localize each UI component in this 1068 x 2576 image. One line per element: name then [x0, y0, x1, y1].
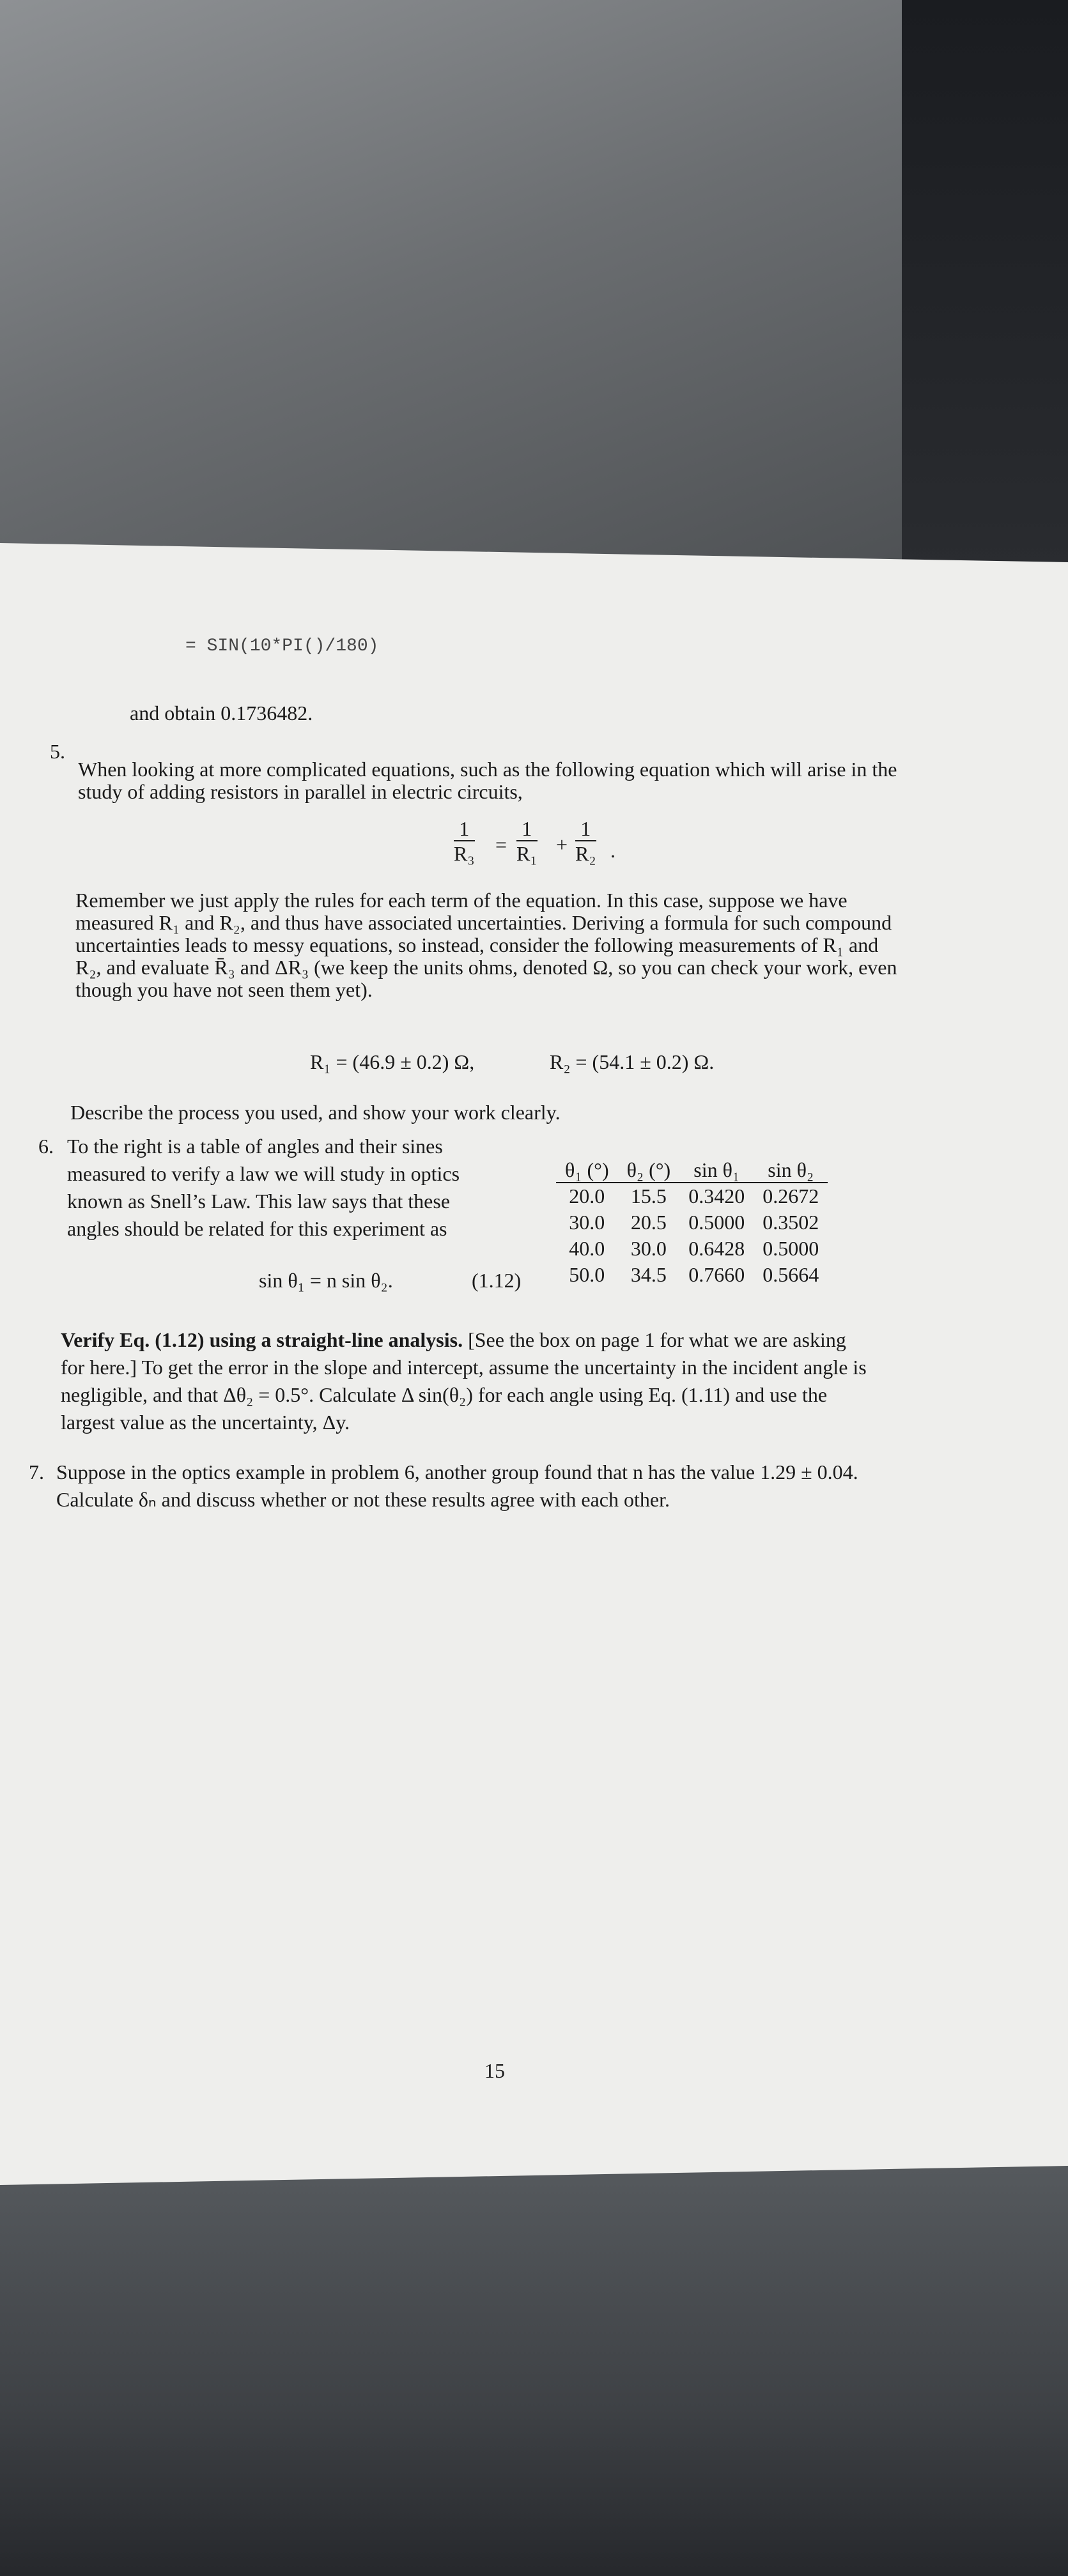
measurement-r2: R₂ = (54.1 ± 0.2) Ω. [550, 1050, 715, 1073]
table-row [556, 1262, 828, 1288]
equation-fraction [516, 818, 538, 866]
table-cell: 0.3420 [688, 1184, 745, 1208]
table-cell: 30.0 [569, 1210, 605, 1234]
problem-5-describe: Describe the process you used, and show your work clearly. [70, 1101, 561, 1124]
problem-7-line: Calculate δₙ and discuss whether or not these results agree with each other. [56, 1488, 670, 1511]
table-row [556, 1236, 828, 1262]
fraction-numerator: 1 [575, 818, 596, 841]
fraction-numerator: 1 [516, 818, 538, 841]
code-line: = SIN(10*PI()/180) [185, 636, 379, 656]
table-cell: 15.5 [630, 1184, 667, 1208]
table-cell: 0.5000 [688, 1210, 745, 1234]
problem-6-bold: Verify Eq. (1.12) using a straight-line analysis. [61, 1328, 463, 1351]
angles-table [556, 1158, 828, 1288]
problem-5-body-line: Remember we just apply the rules for each term of the equation. In this case, suppose we have [75, 889, 847, 912]
problem-6-line: angles should be related for this experiment as [67, 1217, 447, 1240]
table-cell: 20.0 [569, 1184, 605, 1208]
problem-6-rest-line: negligible, and that Δθ₂ = 0.5°. Calculate Δ sin(θ₂) for each angle using Eq. (1.11) and use the [61, 1383, 828, 1406]
problem-7-line: Suppose in the optics example in problem 6, another group found that n has the value 1.29 ± 0.04. [56, 1460, 858, 1483]
fraction-denominator: R₁ [516, 842, 538, 866]
column-header: sin θ₁ [679, 1158, 754, 1183]
table-cell: 0.7660 [688, 1262, 745, 1286]
equation-fraction [454, 818, 475, 866]
problem-6-rest-line: largest value as the uncertainty, Δy. [61, 1411, 350, 1434]
table-header-row [556, 1158, 828, 1183]
table-cell: 40.0 [569, 1236, 605, 1260]
equation-period: . [610, 839, 615, 862]
problem-5-body-line: R₂, and evaluate R̄₃ and ΔR₃ (we keep the units ohms, denoted Ω, so you can check your work, even [75, 956, 897, 979]
problem-6-line: measured to verify a law we will study in optics [67, 1162, 460, 1185]
equation-number: (1.12) [472, 1269, 522, 1292]
column-header: θ₂ (°) [618, 1158, 680, 1183]
background-dark-corner [902, 0, 1068, 575]
table-cell: 30.0 [630, 1236, 667, 1260]
problem-6-paragraph [61, 1328, 846, 1352]
problem-5-line: When looking at more complicated equations, such as the following equation which will arise in the [78, 758, 897, 781]
table-cell: 0.3502 [762, 1210, 819, 1234]
fraction-numerator: 1 [454, 818, 475, 841]
equals-sign: = [495, 833, 507, 856]
problem-5-body-line: measured R₁ and R₂, and thus have associated uncertainties. Deriving a formula for such compound [75, 911, 892, 934]
problem-7-number: 7. [29, 1460, 44, 1483]
table-cell: 0.2672 [762, 1184, 819, 1208]
page-number: 15 [484, 2059, 505, 2082]
measurement-r1: R₁ = (46.9 ± 0.2) Ω, [310, 1050, 475, 1073]
table-cell: 34.5 [630, 1262, 667, 1286]
table-cell: 0.6428 [688, 1236, 745, 1260]
fraction-denominator: R₂ [575, 842, 596, 866]
snells-law-equation: sin θ₁ = n sin θ₂. [259, 1269, 393, 1292]
table-row [556, 1209, 828, 1236]
problem-5-body-line: though you have not seen them yet). [75, 978, 373, 1001]
table-cell: 0.5000 [762, 1236, 819, 1260]
problem-5-number: 5. [50, 740, 65, 763]
fraction-denominator: R₃ [454, 842, 475, 866]
equation-fraction [575, 818, 596, 866]
problem-6-rest-line: for here.] To get the error in the slope and intercept, assume the uncertainty in the incident angle is [61, 1356, 867, 1379]
problem-6-line: To the right is a table of angles and their sines [67, 1135, 443, 1158]
column-header: sin θ₂ [754, 1158, 828, 1183]
table-cell: 50.0 [569, 1262, 605, 1286]
plus-sign: + [556, 833, 568, 856]
problem-6-line: known as Snell’s Law. This law says that these [67, 1190, 451, 1213]
problem-6-number: 6. [38, 1135, 54, 1158]
obtain-line: and obtain 0.1736482. [130, 702, 313, 724]
column-header: θ₁ (°) [556, 1158, 618, 1183]
background-surface-bottom [0, 2159, 1068, 2576]
problem-6-rest: [See the box on page 1 for what we are asking [468, 1328, 846, 1351]
problem-5-body-line: uncertainties leads to messy equations, so instead, consider the following measurements of R₁ and [75, 933, 879, 956]
table-cell: 20.5 [630, 1210, 667, 1234]
table-row [556, 1183, 828, 1209]
table-cell: 0.5664 [762, 1262, 819, 1286]
problem-5-line: study of adding resistors in parallel in electric circuits, [78, 780, 523, 803]
